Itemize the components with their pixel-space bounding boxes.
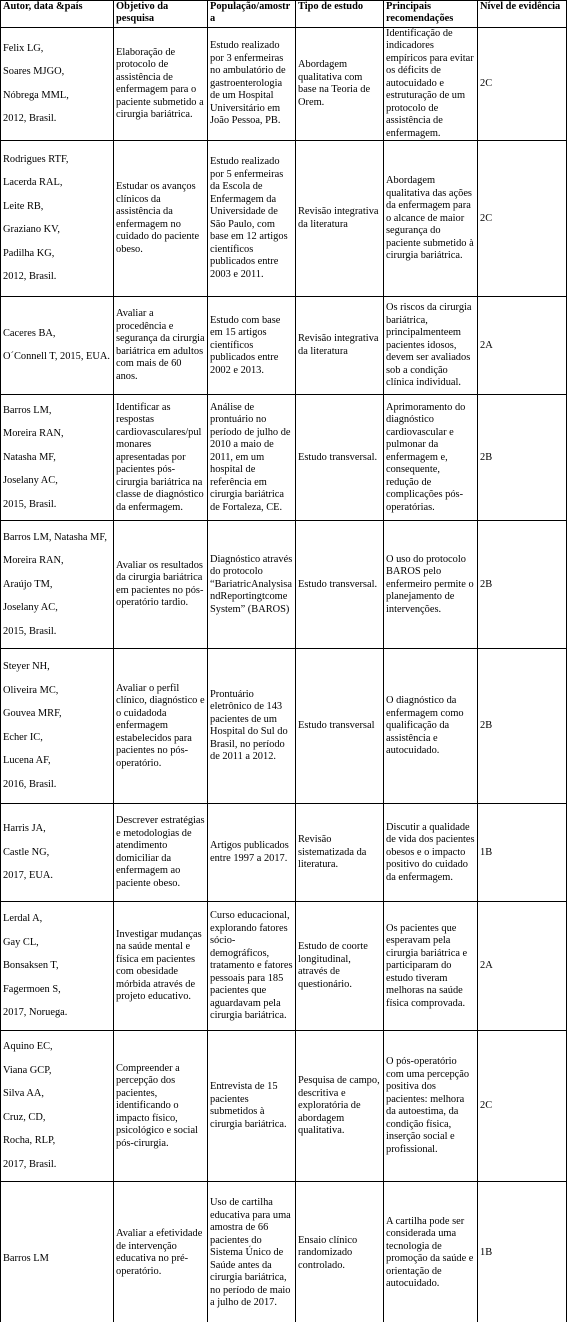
cell-study-type: Abordagem qualitativa com base na Teoria de Orem. <box>296 28 384 141</box>
author-line: 2015, Brasil. <box>3 498 57 510</box>
author-line: Rocha, RLP, <box>3 1135 56 1147</box>
table-row <box>1 649 567 804</box>
cell-population: Análise de prontuário no período de julho de 2010 a maio de 2011, em um hospital de referência em cirurgia bariátrica de Fortaleza, CE. <box>208 395 296 521</box>
author-line: Rodrigues RTF, <box>3 153 69 165</box>
author-line: Lerdal A, <box>3 913 43 925</box>
cell-population: Estudo realizado por 3 enfermeiras no ambulatório de gastroenterologia de um Hospital Universitário em João Pessoa, PB. <box>208 28 296 141</box>
cell-recommendations: Discutir a qualidade de vida dos pacientes obesos e o impacto positivo do cuidado da enfermagem. <box>384 804 478 902</box>
author-line: Caceres BA, <box>3 327 56 339</box>
author-line: Barros LM <box>3 1252 49 1264</box>
table-row <box>1 902 567 1031</box>
table-row <box>1 141 567 297</box>
cell-population: Estudo com base em 15 artigos científicos publicados entre 2002 e 2013. <box>208 297 296 395</box>
cell-recommendations: A cartilha pode ser considerada uma tecnologia de promoção da saúde e orientação de autocuidado. <box>384 1182 478 1322</box>
cell-objective: Compreender a percepção dos pacientes, identificando o impacto físico, psicológico e social pós-cirurgia. <box>114 1031 208 1182</box>
cell-recommendations: O uso do protocolo BAROS pelo enfermeiro permite o planejamento de intervenções. <box>384 521 478 649</box>
cell-recommendations: O pós-operatório com uma percepção positiva dos pacientes: melhora da autoestima, da condição física, inserção social e profissional. <box>384 1031 478 1182</box>
cell-recommendations: Identificação de indicadores empíricos para evitar os déficits de autocuidado e estruturação de um protocolo de assistência de enfermagem. <box>384 28 478 141</box>
author-line: Oliveira MC, <box>3 684 59 696</box>
cell-recommendations: Aprimoramento do diagnóstico cardiovascular e pulmonar da enfermagem e, consequente, redução de complicações pós-operatórias. <box>384 395 478 521</box>
author-line: 2017, EUA. <box>3 870 53 882</box>
cell-author <box>1 28 114 141</box>
cell-evidence-level: 2C <box>478 28 567 141</box>
author-line: Graziano KV, <box>3 224 60 236</box>
cell-objective: Avaliar a efetividade de intervenção educativa no pré-operatório. <box>114 1182 208 1322</box>
cell-author <box>1 521 114 649</box>
table-row <box>1 28 567 141</box>
author-line: Lacerda RAL, <box>3 177 63 189</box>
author-line: Araújo TM, <box>3 578 53 590</box>
table-body <box>1 28 567 1322</box>
cell-study-type: Revisão integrativa da literatura <box>296 297 384 395</box>
cell-objective: Estudar os avanços clínicos da assistência da enfermagem no cuidado do paciente obeso. <box>114 141 208 297</box>
cell-recommendations: O diagnóstico da enfermagem como qualificação da assistência e autocuidado. <box>384 649 478 804</box>
cell-population: Diagnóstico através do protocolo “BariatricAnalysisandReportingtcome System” (BAROS) <box>208 521 296 649</box>
cell-study-type: Revisão integrativa da literatura <box>296 141 384 297</box>
author-line: Joselany AC, <box>3 602 58 614</box>
header-evidence-level: Nível de evidência <box>478 1 567 28</box>
author-line: Padilha KG, <box>3 247 55 259</box>
cell-author <box>1 1031 114 1182</box>
cell-evidence-level: 2B <box>478 395 567 521</box>
author-line: Soares MJGO, <box>3 66 65 78</box>
table-row <box>1 1182 567 1322</box>
cell-evidence-level: 2A <box>478 902 567 1031</box>
cell-study-type: Estudo transversal. <box>296 395 384 521</box>
author-line: Gouvea MRF, <box>3 708 62 720</box>
author-line: Bonsaksen T, <box>3 960 59 972</box>
cell-recommendations: Abordagem qualitativa das ações da enfermagem para o alcance de maior segurança do paciente submetido à cirurgia bariátrica. <box>384 141 478 297</box>
author-line: O´Connell T, 2015, EUA. <box>3 351 110 363</box>
cell-objective: Avaliar a procedência e segurança da cirurgia bariátrica em adultos com mais de 60 anos. <box>114 297 208 395</box>
header-study-type: Tipo de estudo <box>296 1 384 28</box>
author-line: Natasha MF, <box>3 451 56 463</box>
author-line: Viana GCP, <box>3 1064 52 1076</box>
cell-population: Entrevista de 15 pacientes submetidos à cirurgia bariátrica. <box>208 1031 296 1182</box>
author-line: Barros LM, Natasha MF, <box>3 531 107 543</box>
cell-evidence-level: 2B <box>478 649 567 804</box>
author-line: 2015, Brasil. <box>3 625 57 637</box>
header-recommendations: Principais recomendações <box>384 1 478 28</box>
cell-author <box>1 297 114 395</box>
author-line: Felix LG, <box>3 42 44 54</box>
cell-recommendations: Os pacientes que esperavam pela cirurgia bariátrica e participaram do estudo tiveram melhoras na saúde física comprovada. <box>384 902 478 1031</box>
author-line: Castle NG, <box>3 846 50 858</box>
author-line: Lucena AF, <box>3 755 51 767</box>
author-line: 2017, Brasil. <box>3 1158 57 1170</box>
cell-author <box>1 141 114 297</box>
cell-author <box>1 1182 114 1322</box>
cell-author <box>1 902 114 1031</box>
cell-author <box>1 395 114 521</box>
author-line: Barros LM, <box>3 404 52 416</box>
cell-study-type: Revisão sistematizada da literatura. <box>296 804 384 902</box>
author-line: Moreira RAN, <box>3 555 64 567</box>
table-row <box>1 297 567 395</box>
table-row <box>1 521 567 649</box>
cell-objective: Investigar mudanças na saúde mental e física em pacientes com obesidade mórbida através de projeto educativo. <box>114 902 208 1031</box>
author-line: 2012, Brasil. <box>3 271 57 283</box>
table-row <box>1 1031 567 1182</box>
author-line: 2012, Brasil. <box>3 113 57 125</box>
cell-recommendations: Os riscos da cirurgia bariátrica, principalmenteem pacientes idosos, devem ser avaliados sob a condição clínica individual. <box>384 297 478 395</box>
cell-author <box>1 804 114 902</box>
cell-objective: Avaliar os resultados da cirurgia bariátrica em pacientes no pós-operatório tardio. <box>114 521 208 649</box>
cell-evidence-level: 1B <box>478 1182 567 1322</box>
author-line: Cruz, CD, <box>3 1111 46 1123</box>
cell-population: Prontuário eletrônico de 143 pacientes de um Hospital do Sul do Brasil, no período de 2011 a 2012. <box>208 649 296 804</box>
cell-study-type: Ensaio clínico randomizado controlado. <box>296 1182 384 1322</box>
author-line: Fagermoen S, <box>3 983 61 995</box>
cell-study-type: Estudo transversal. <box>296 521 384 649</box>
cell-evidence-level: 1B <box>478 804 567 902</box>
author-line: Aquino EC, <box>3 1041 53 1053</box>
author-line: Echer IC, <box>3 731 43 743</box>
cell-objective: Avaliar o perfil clínico, diagnóstico e o cuidadoda enfermagem estabelecidos para pacientes no pós-operatório. <box>114 649 208 804</box>
cell-objective: Identificar as respostas cardiovasculares/pulmonares apresentadas por pacientes pós-cirurgia bariátrica na classe de diagnóstico da enfermagem. <box>114 395 208 521</box>
cell-evidence-level: 2B <box>478 521 567 649</box>
cell-study-type: Pesquisa de campo, descritiva e exploratória de abordagem qualitativa. <box>296 1031 384 1182</box>
cell-population: Artigos publicados entre 1997 a 2017. <box>208 804 296 902</box>
header-population: População/amostra <box>208 1 296 28</box>
table-header-row <box>1 1 567 28</box>
cell-objective: Descrever estratégias e metodologias de atendimento domiciliar da enfermagem ao paciente obeso. <box>114 804 208 902</box>
author-line: Harris JA, <box>3 823 46 835</box>
cell-population: Curso educacional, explorando fatores sócio-demográficos, tratamento e fatores pessoais para 185 pacientes que aguardavam pela cirurgia bariátrica. <box>208 902 296 1031</box>
table-row <box>1 804 567 902</box>
cell-study-type: Estudo transversal <box>296 649 384 804</box>
author-line: Silva AA, <box>3 1088 44 1100</box>
author-line: Moreira RAN, <box>3 428 64 440</box>
table-row <box>1 395 567 521</box>
cell-objective: Elaboração de protocolo de assistência de enfermagem para o paciente submetido a cirurgia bariátrica. <box>114 28 208 141</box>
author-line: Joselany AC, <box>3 475 58 487</box>
author-line: Steyer NH, <box>3 661 50 673</box>
author-line: Leite RB, <box>3 200 44 212</box>
cell-evidence-level: 2C <box>478 1031 567 1182</box>
cell-author <box>1 649 114 804</box>
header-author: Autor, data &país <box>1 1 114 28</box>
author-line: Nóbrega MML, <box>3 89 69 101</box>
cell-evidence-level: 2A <box>478 297 567 395</box>
cell-evidence-level: 2C <box>478 141 567 297</box>
author-line: Gay CL, <box>3 936 39 948</box>
header-objective: Objetivo da pesquisa <box>114 1 208 28</box>
cell-population: Estudo realizado por 5 enfermeiras da Escola de Enfermagem da Universidade de São Paulo, com base em 12 artigos científicos publicados entre 2003 e 2011. <box>208 141 296 297</box>
author-line: 2016, Brasil. <box>3 778 57 790</box>
cell-study-type: Estudo de coorte longitudinal, através de questionário. <box>296 902 384 1031</box>
author-line: 2017, Noruega. <box>3 1007 68 1019</box>
cell-population: Uso de cartilha educativa para uma amostra de 66 pacientes do Sistema Único de Saúde antes da cirurgia bariátrica, no período de maio a julho de 2017. <box>208 1182 296 1322</box>
